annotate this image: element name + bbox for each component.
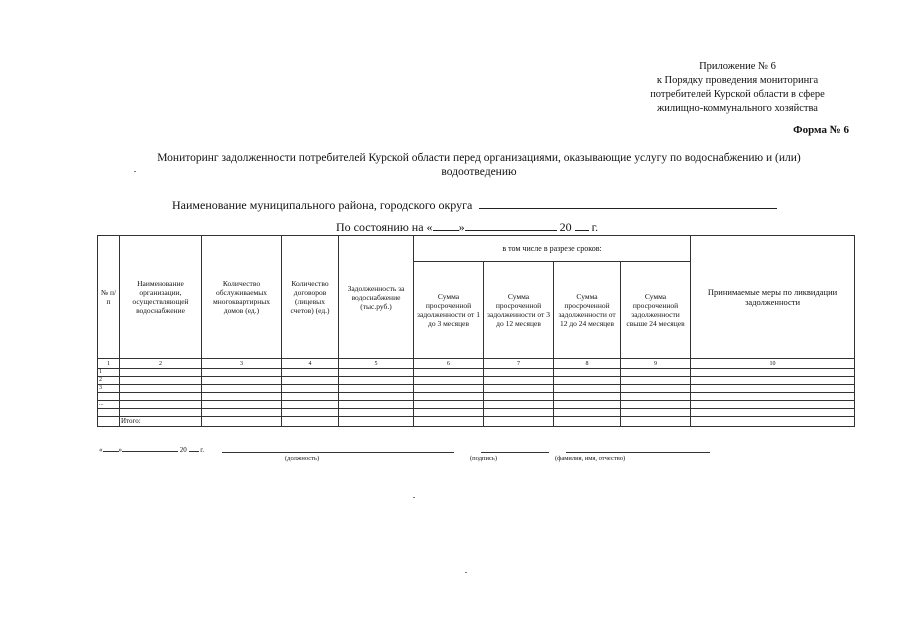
total-label: Итого: (120, 417, 202, 427)
debt-monitoring-table (97, 235, 855, 427)
table-cell[interactable] (282, 393, 339, 401)
table-cell[interactable] (202, 377, 282, 385)
table-cell[interactable] (120, 401, 202, 409)
scan-speck (134, 171, 136, 172)
table-cell[interactable] (484, 393, 554, 401)
table-cell[interactable] (554, 401, 621, 409)
table-cell[interactable] (339, 393, 414, 401)
table-cell[interactable] (282, 377, 339, 385)
table-cell[interactable] (414, 409, 484, 417)
table-cell[interactable] (120, 369, 202, 377)
table-row (98, 369, 855, 377)
table-cell[interactable] (202, 369, 282, 377)
table-cell[interactable] (691, 393, 855, 401)
table-cell[interactable] (282, 401, 339, 409)
date-year: 20 (179, 446, 187, 454)
row-number: ... (98, 401, 120, 409)
scan-speck (413, 497, 415, 498)
table-cell[interactable] (554, 369, 621, 377)
table-cell[interactable] (414, 369, 484, 377)
table-cell[interactable] (484, 417, 554, 427)
column-number: 2 (120, 359, 202, 369)
table-cell[interactable] (484, 401, 554, 409)
table-cell[interactable] (120, 377, 202, 385)
total-row (98, 417, 855, 427)
table-cell[interactable] (554, 393, 621, 401)
header-org-name: Наименование организации, осуществляющей водоснабжение (120, 236, 202, 359)
table-cell[interactable] (621, 385, 691, 393)
row-number: 2 (98, 377, 120, 385)
table-cell[interactable] (414, 385, 484, 393)
full-name-caption: (фамилия, имя, отчество) (555, 455, 626, 462)
form-number: Форма № 6 (793, 124, 849, 136)
date-month-blank[interactable] (122, 444, 178, 452)
appendix-line-3: потребителей Курской области в сфере (650, 89, 825, 100)
municipality-row (172, 196, 777, 213)
column-number: 10 (691, 359, 855, 369)
table-cell[interactable] (202, 385, 282, 393)
municipality-label: Наименование муниципального района, городского округа (172, 198, 473, 212)
as-of-month-blank[interactable] (465, 219, 557, 231)
title-line-2: водоотведению (441, 166, 517, 178)
header-measures: Принимаемые меры по ликвидации задолженности (691, 236, 855, 359)
table-cell[interactable] (554, 385, 621, 393)
date-year-blank[interactable] (189, 444, 199, 452)
date-year-suffix: г. (200, 446, 205, 454)
row-number (98, 409, 120, 417)
document-title (110, 151, 848, 179)
table-cell[interactable] (120, 385, 202, 393)
table-cell[interactable] (282, 409, 339, 417)
table-cell[interactable] (621, 393, 691, 401)
as-of-year-blank[interactable] (575, 219, 589, 231)
table-cell[interactable] (691, 377, 855, 385)
column-number: 3 (202, 359, 282, 369)
appendix-header (600, 60, 875, 116)
table-cell[interactable] (282, 417, 339, 427)
table-row (98, 409, 855, 417)
table-cell[interactable] (621, 377, 691, 385)
table-cell[interactable] (202, 401, 282, 409)
header-houses: Количество обслуживаемых многоквартирных домов (ед.) (202, 236, 282, 359)
as-of-day-blank[interactable] (433, 219, 459, 231)
table-cell[interactable] (339, 369, 414, 377)
date-open-quote: « (99, 446, 103, 454)
table-cell[interactable] (339, 417, 414, 427)
date-close-quote: » (118, 446, 122, 454)
table-cell[interactable] (621, 369, 691, 377)
column-number: 7 (484, 359, 554, 369)
column-number-row (98, 359, 855, 369)
as-of-suffix: г. (591, 220, 599, 234)
header-contracts: Количество договоров (лицевых счетов) (ед.) (282, 236, 339, 359)
position-caption: (должность) (285, 455, 320, 462)
table-cell[interactable] (554, 377, 621, 385)
signature-caption: (подпись) (470, 455, 497, 462)
table-cell[interactable] (414, 393, 484, 401)
table-cell[interactable] (621, 401, 691, 409)
table-cell[interactable] (120, 393, 202, 401)
total-num-cell (98, 417, 120, 427)
table-cell[interactable] (621, 417, 691, 427)
signature-date (99, 444, 204, 454)
table-cell[interactable] (282, 385, 339, 393)
table-cell[interactable] (691, 385, 855, 393)
title-line-1: Мониторинг задолженности потребителей Курской области перед организациями, оказывающие услугу по водоснабжению и (или) (157, 152, 801, 164)
table-row (98, 393, 855, 401)
header-term-1-3: Сумма просроченной задолженности от 1 до 3 месяцев (414, 262, 484, 359)
table-cell[interactable] (484, 409, 554, 417)
table-cell[interactable] (202, 417, 282, 427)
as-of-prefix: По состоянию на « (336, 220, 433, 234)
column-number: 8 (554, 359, 621, 369)
column-number: 1 (98, 359, 120, 369)
table-cell[interactable] (282, 369, 339, 377)
header-term-24-plus: Сумма просроченной задолженности свыше 24 месяцев (621, 262, 691, 359)
table-cell[interactable] (484, 377, 554, 385)
table-cell[interactable] (621, 409, 691, 417)
municipality-blank-field[interactable] (479, 196, 777, 209)
table-cell[interactable] (691, 401, 855, 409)
column-number: 6 (414, 359, 484, 369)
table-cell[interactable] (691, 409, 855, 417)
full-name-line[interactable] (566, 452, 710, 453)
row-number: 3 (98, 385, 120, 393)
table-cell[interactable] (554, 409, 621, 417)
table-cell[interactable] (339, 401, 414, 409)
row-number: 1 (98, 369, 120, 377)
date-day-blank[interactable] (103, 444, 119, 452)
as-of-year: 20 (559, 220, 572, 234)
column-number: 9 (621, 359, 691, 369)
header-term-3-12: Сумма просроченной задолженности от 3 до 12 месяцев (484, 262, 554, 359)
header-by-terms: в том числе в разрезе сроков: (414, 236, 691, 262)
table-cell[interactable] (120, 409, 202, 417)
table-cell[interactable] (484, 369, 554, 377)
header-term-12-24: Сумма просроченной задолженности от 12 до 24 месяцев (554, 262, 621, 359)
appendix-number: Приложение № 6 (699, 61, 776, 72)
header-num: № п/п (98, 236, 120, 359)
table-row (98, 401, 855, 409)
table-cell[interactable] (414, 377, 484, 385)
as-of-date-row (336, 219, 598, 235)
column-number: 4 (282, 359, 339, 369)
table-cell[interactable] (339, 409, 414, 417)
table-cell[interactable] (554, 417, 621, 427)
table-cell[interactable] (484, 385, 554, 393)
scan-speck (465, 572, 467, 573)
column-number: 5 (339, 359, 414, 369)
table-cell[interactable] (414, 417, 484, 427)
table-cell[interactable] (339, 385, 414, 393)
table-cell[interactable] (202, 409, 282, 417)
table-cell[interactable] (339, 377, 414, 385)
position-line[interactable] (222, 452, 454, 453)
appendix-line-4: жилищно-коммунального хозяйства (657, 103, 818, 114)
table-cell[interactable] (414, 401, 484, 409)
table-cell[interactable] (202, 393, 282, 401)
table-cell[interactable] (691, 417, 855, 427)
table-row (98, 377, 855, 385)
signature-line[interactable] (481, 452, 549, 453)
appendix-line-2: к Порядку проведения мониторинга (656, 75, 819, 86)
row-number (98, 393, 120, 401)
header-debt: Задолженность за водоснабжение (тыс.руб.) (339, 236, 414, 359)
table-cell[interactable] (691, 369, 855, 377)
table-row (98, 385, 855, 393)
as-of-mid: » (458, 220, 465, 234)
